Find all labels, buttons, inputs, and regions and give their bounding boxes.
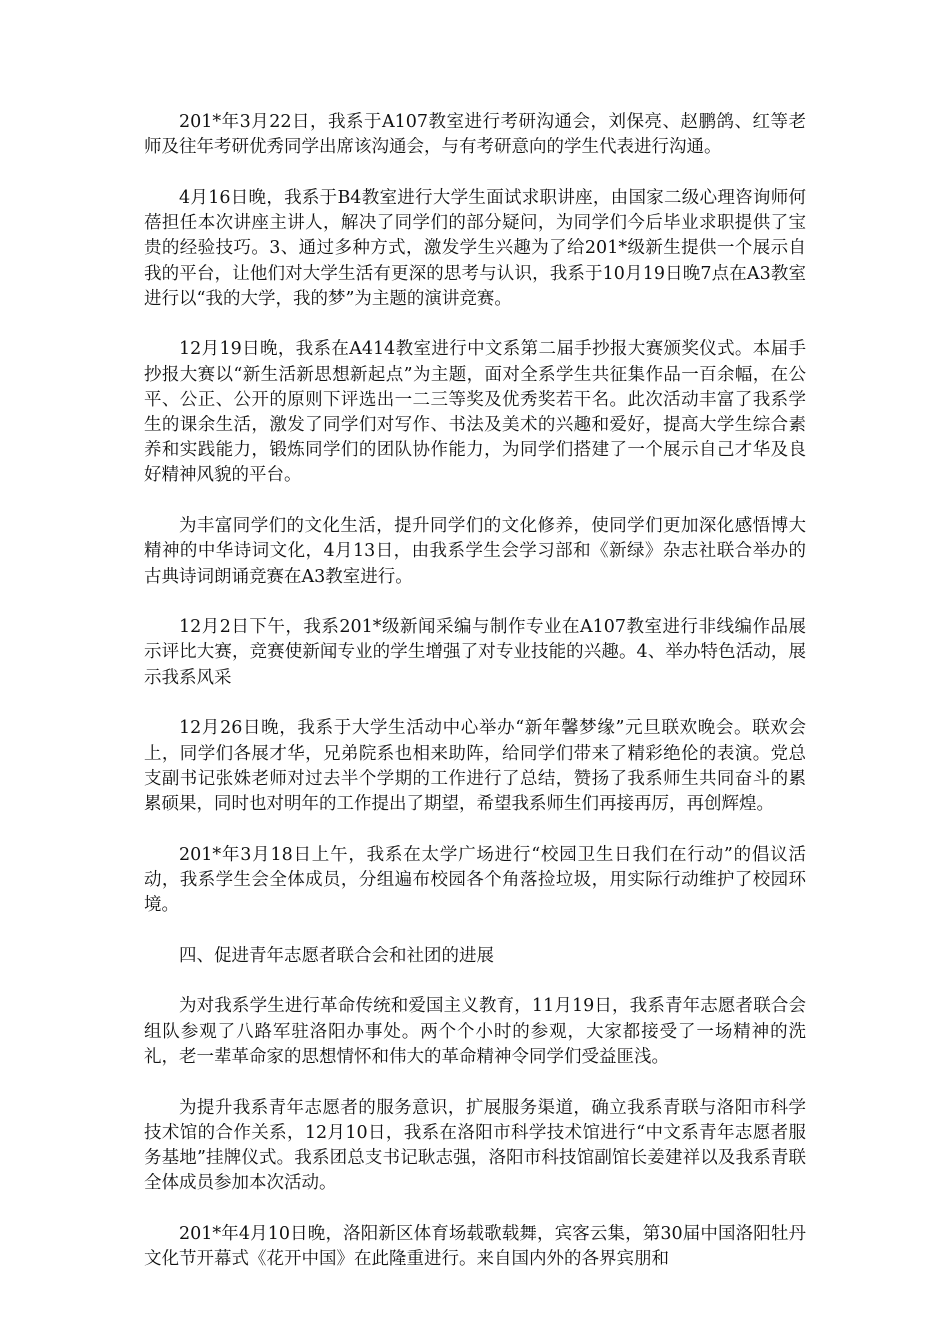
paragraph-9: 为提升我系青年志愿者的服务意识，扩展服务渠道，确立我系青联与洛阳市科学技术馆的合作关系，12月10日，我系在洛阳市科学技术馆进行“中文系青年志愿者服务基地”挂牌仪式。我系团总支书记耿志强，洛阳市科技馆副馆长姜建祥以及我系青联全体成员参加本次活动。 <box>144 1097 806 1194</box>
paragraph-8: 为对我系学生进行革命传统和爱国主义教育，11月19日，我系青年志愿者联合会组队参观了八路军驻洛阳办事处。两个个小时的参观，大家都接受了一场精神的洗礼，老一辈革命家的思想情怀和伟大的革命精神令同学们受益匪浅。 <box>144 996 806 1067</box>
paragraph-1: 201*年3月22日，我系于A107教室进行考研沟通会，刘保亮、赵鹏鸽、红等老师及往年考研优秀同学出席该沟通会，与有考研意向的学生代表进行沟通。 <box>144 112 806 158</box>
paragraph-6: 12月26日晚，我系于大学生活动中心举办“新年馨梦缘”元旦联欢晚会。联欢会上，同学们各展才华，兄弟院系也相来助阵，给同学们带来了精彩绝伦的表演。党总支副书记张姝老师对过去半个学期的工作进行了总结，赞扬了我系师生共同奋斗的累累硕果，同时也对明年的工作提出了期望，希望我系师生们再接再厉，再创辉煌。 <box>144 718 806 814</box>
paragraph-4: 为丰富同学们的文化生活，提升同学们的文化修养，使同学们更加深化感悟博大精神的中华诗词文化，4月13日，由我系学生会学习部和《新绿》杂志社联合举办的古典诗词朗诵竞赛在A3教室进行。 <box>144 516 806 587</box>
paragraph-3: 12月19日晚，我系在A414教室进行中文系第二届手抄报大赛颁奖仪式。本届手抄报大赛以“新生活新思想新起点”为主题，面对全系学生共征集作品一百余幅，在公平、公正、公开的原则下评选出一二三等奖及优秀奖若干名。此次活动丰富了我系学生的课余生活，激发了同学们对写作、书法及美术的兴趣和爱好，提高大学生综合素养和实践能力，锻炼同学们的团队协作能力，为同学们搭建了一个展示自己才华及良好精神风貌的平台。 <box>144 339 806 486</box>
document-body <box>144 110 806 1298</box>
paragraph-5: 12月2日下午，我系201*级新闻采编与制作专业在A107教室进行非线编作品展示评比大赛，竞赛使新闻专业的学生增强了对专业技能的兴趣。4、举办特色活动，展示我系风采 <box>144 617 806 688</box>
paragraph-7: 201*年3月18日上午，我系在太学广场进行“校园卫生日我们在行动”的倡议活动，我系学生会全体成员，分组遍布校园各个角落捡垃圾，用实际行动维护了校园环境。 <box>144 844 806 916</box>
paragraph-2: 4月16日晚，我系于B4教室进行大学生面试求职讲座，由国家二级心理咨询师何蓓担任本次讲座主讲人，解决了同学们的部分疑问，为同学们今后毕业求职提供了宝贵的经验技巧。3、通过多种方式，激发学生兴趣为了给201*级新生提供一个展示自我的平台，让他们对大学生活有更深的思考与认识，我系于10月19日晚7点在A3教室进行以“我的大学，我的梦”为主题的演讲竞赛。 <box>144 187 806 309</box>
section-heading: 四、促进青年志愿者联合会和社团的进展 <box>179 945 494 966</box>
paragraph-10: 201*年4月10日晚，洛阳新区体育场载歌载舞，宾客云集，第30届中国洛阳牡丹文化节开幕式《花开中国》在此隆重进行。来自国内外的各界宾朋和 <box>144 1223 806 1270</box>
